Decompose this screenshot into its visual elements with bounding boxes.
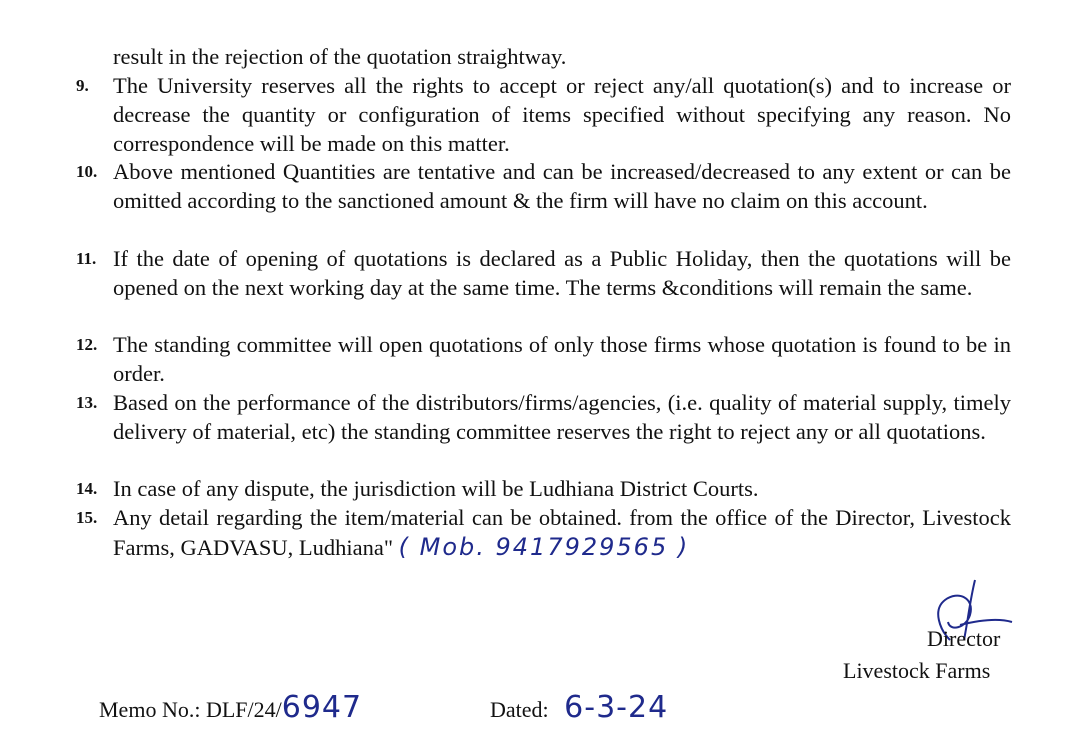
handwritten-date: 6-3-24 (564, 690, 669, 725)
clause-number-15: 15. (76, 508, 98, 527)
leading-text: result in the rejection of the quotation straightway. (113, 44, 567, 69)
clause-number-14: 14. (76, 479, 98, 498)
clause-11: If the date of opening of quotations is declared as a Public Holiday, then the quotations will be opened on the next working day at the same time. The terms &conditions will remain the same. (113, 246, 1011, 300)
clause-14: In case of any dispute, the jurisdiction will be Ludhiana District Courts. (113, 476, 759, 501)
clause-15 (113, 504, 1011, 563)
memo-number (99, 690, 362, 725)
signature-title: Director (927, 626, 1001, 651)
clause-number-13: 13. (76, 393, 98, 412)
dated-label: Dated: (490, 697, 549, 722)
clause-number-9: 9. (76, 76, 89, 95)
clause-number-12: 12. (76, 335, 98, 354)
memo-label: Memo No.: DLF/24/ (99, 697, 282, 722)
memo-date (490, 690, 668, 725)
clause-9: The University reserves all the rights to accept or reject any/all quotation(s) and to increase or decrease the quantity or configuration of items specified without specifying any reason. No correspondence will be made on this matter. (113, 73, 1011, 156)
clause-number-11: 11. (76, 249, 97, 268)
clause-13: Based on the performance of the distributors/firms/agencies, (i.e. quality of material supply, timely delivery of material, etc) the standing committee reserves the right to reject any or all quotations. (113, 390, 1011, 444)
clause-15-text: Any detail regarding the item/material can be obtained. from the office of the Director, Livestock Farms, GADVASU, Ludhiana" (113, 505, 1011, 560)
signature-department: Livestock Farms (843, 658, 991, 683)
clause-12: The standing committee will open quotations of only those firms whose quotation is found to be in order. (113, 332, 1011, 386)
clause-number-10: 10. (76, 162, 98, 181)
handwritten-mobile-note: ( Mob. 9417929565 ) (398, 532, 690, 561)
memo-handwritten-number: 6947 (281, 690, 363, 725)
clause-10: Above mentioned Quantities are tentative and can be increased/decreased to any extent or can be omitted according to the sanctioned amount & the firm will have no claim on this account. (113, 159, 1011, 213)
